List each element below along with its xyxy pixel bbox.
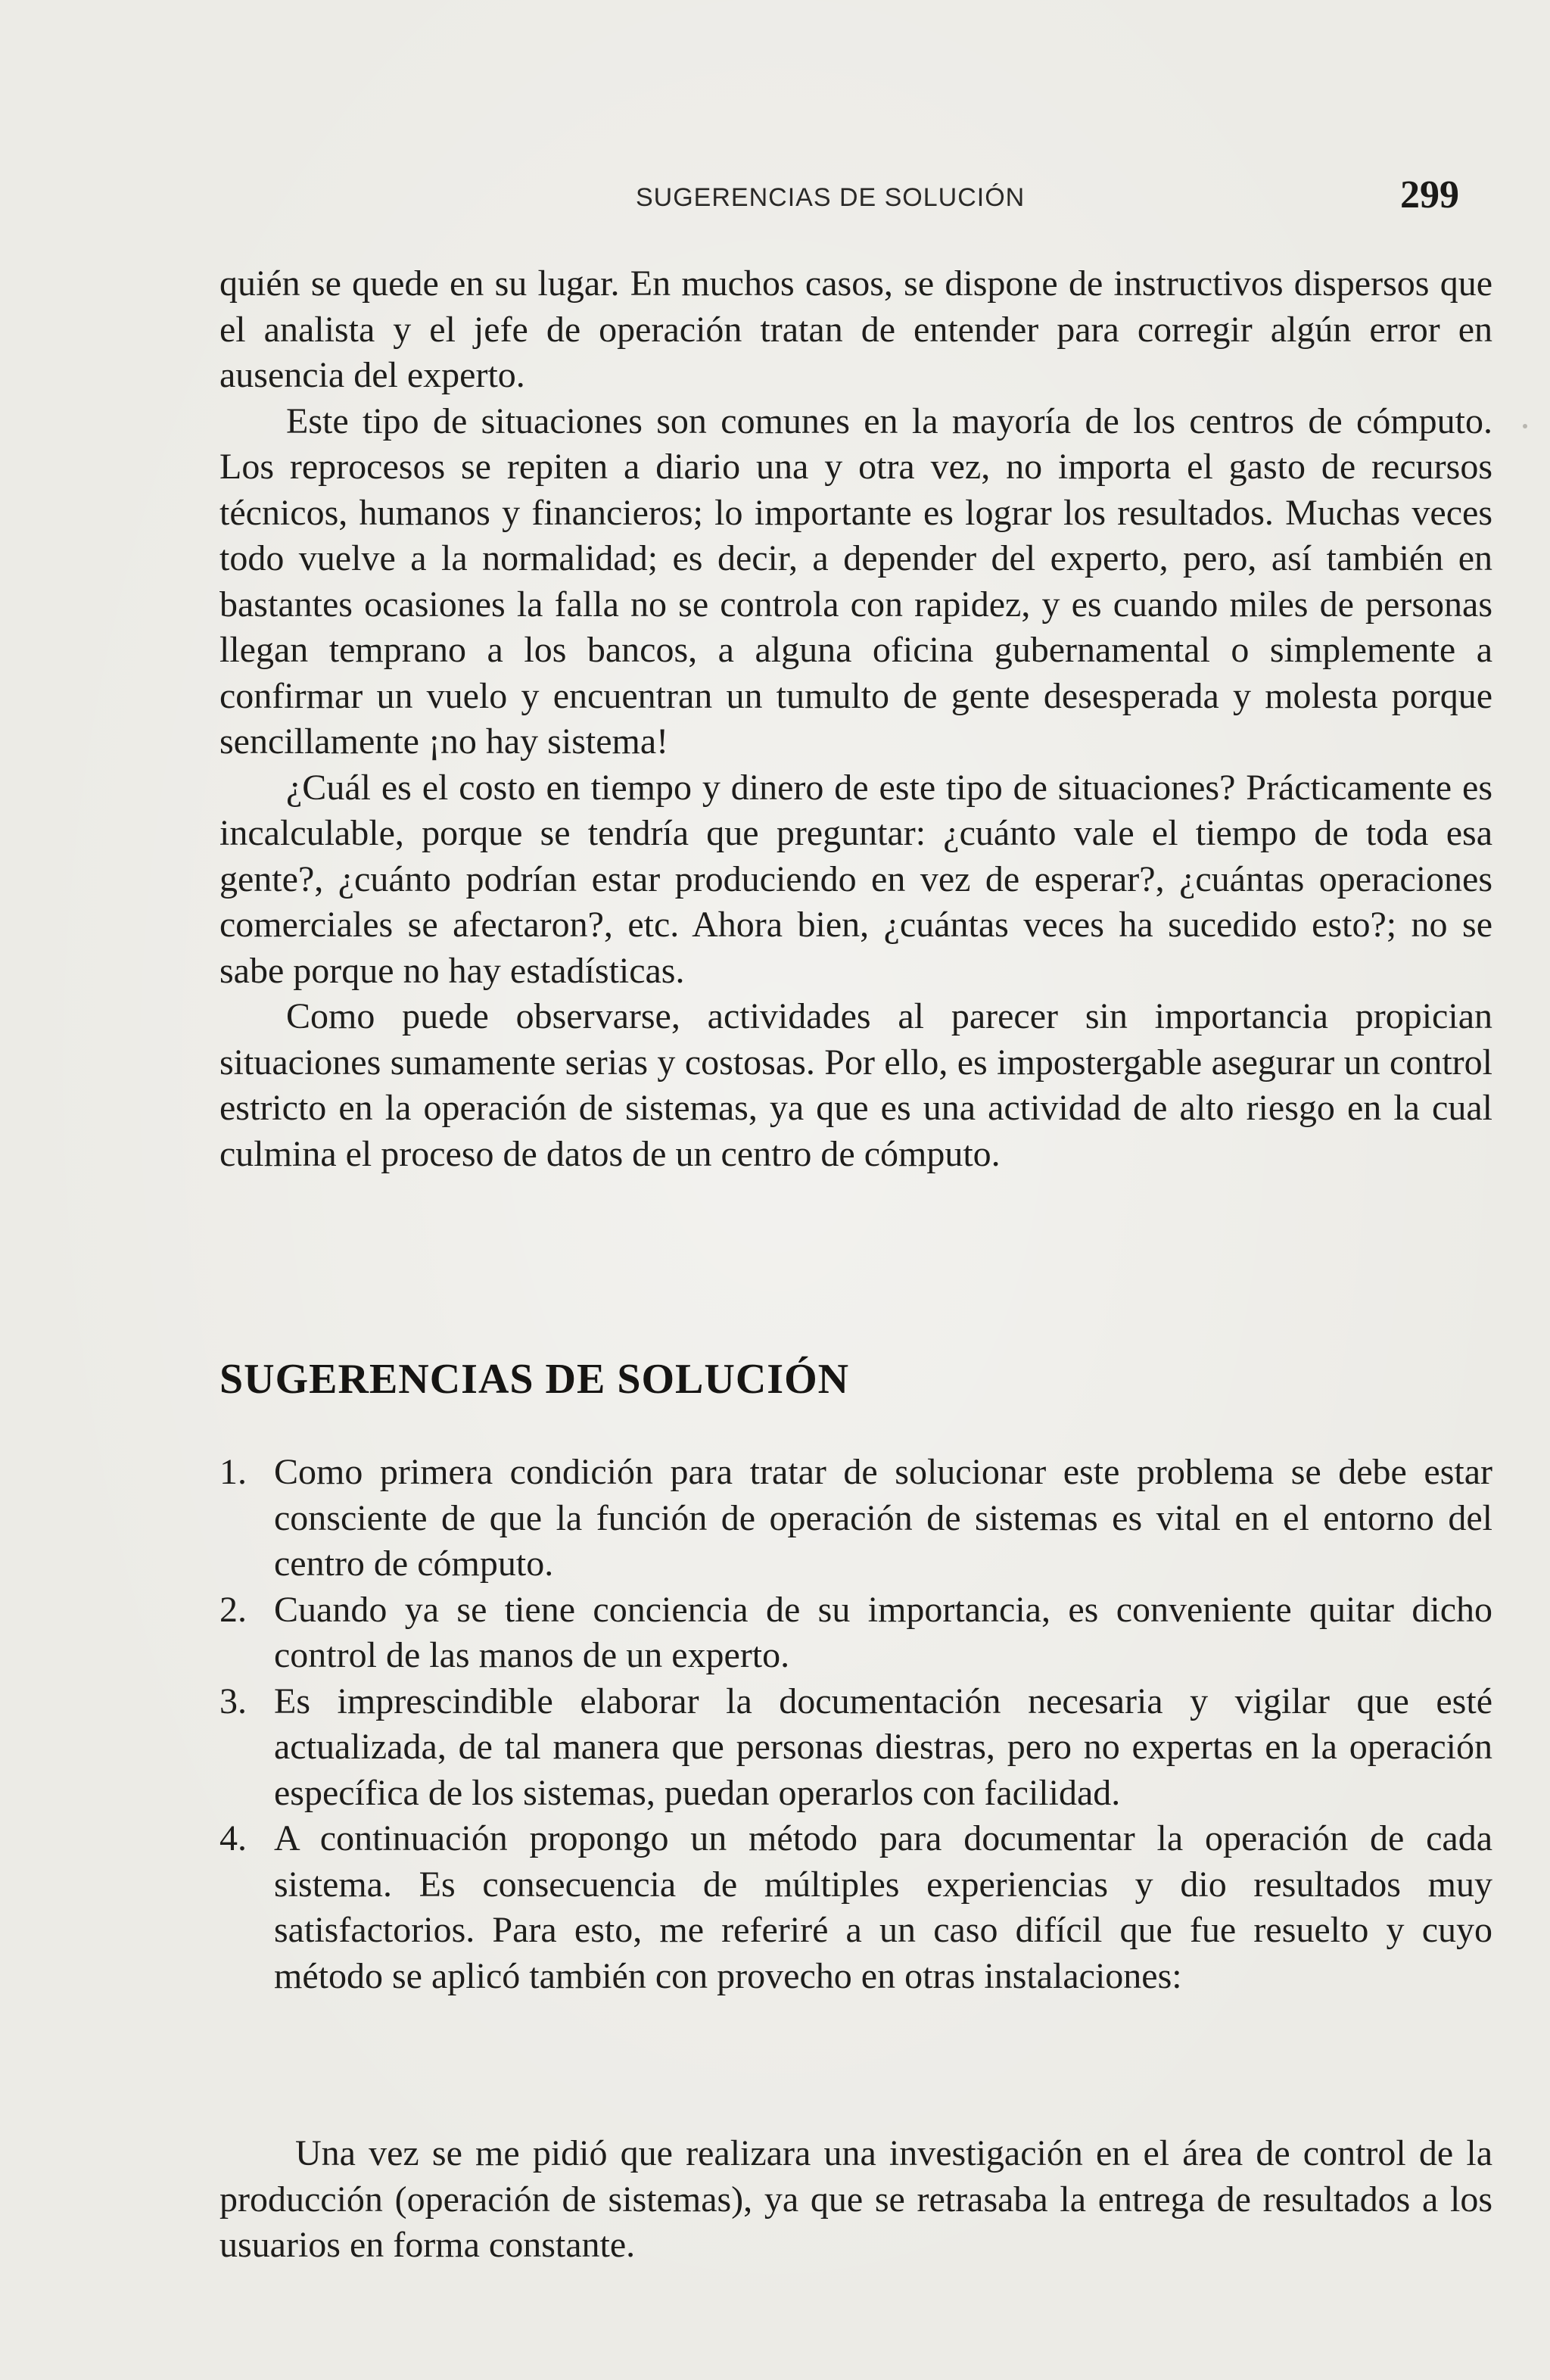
list-item-text: Es imprescindible elaborar la documentación necesaria y vigilar que esté actualizada, de tal manera que personas diestras, pero no expertas en la operación específica de los sistemas, puedan operarlos con facilidad. — [274, 1681, 1492, 1813]
paragraph: quién se quede en su lugar. En muchos casos, se dispone de instructivos dispersos que el analista y el jefe de operación tratan de entender para corregir algún error en ausencia del experto. — [219, 263, 1492, 395]
list-item-number: 2. — [219, 1589, 247, 1630]
paragraph: Como puede observarse, actividades al parecer sin importancia propician situaciones sumamente serias y costosas. Por ello, es impostergable asegurar un control estricto en la operación de sistemas, ya que es una actividad de alto riesgo en la cual culmina el proceso de datos de un centro de cómputo. — [219, 996, 1492, 1174]
list-item-number: 1. — [219, 1452, 247, 1492]
list-item-text: A continuación propongo un método para documentar la operación de cada sistema. Es consecuencia de múltiples experiencias y dio resultados muy satisfactorios. Para esto, me referiré a un caso difícil que fue resuelto y cuyo método se aplicó también con provecho en otras instalaciones: — [274, 1818, 1492, 1996]
closing-paragraph: Una vez se me pidió que realizara una investigación en el área de control de la producción (operación de sistemas), ya que se retrasaba la entrega de resultados a los usuarios en forma constante. — [219, 2133, 1492, 2265]
list-item-text: Cuando ya se tiene conciencia de su importancia, es conveniente quitar dicho control de las manos de un experto. — [274, 1589, 1492, 1675]
paper-speck — [1523, 424, 1527, 428]
body-text — [219, 261, 1492, 1177]
list-item — [219, 1450, 1492, 1587]
list-item-text: Como primera condición para tratar de solucionar este problema se debe estar consciente de que la función de operación de sistemas es vital en el entorno del centro de cómputo. — [274, 1452, 1492, 1584]
list-item-number: 4. — [219, 1818, 247, 1858]
list-item — [219, 1587, 1492, 1679]
list-item — [219, 1679, 1492, 1817]
list-item-number: 3. — [219, 1681, 247, 1721]
suggestions-list — [219, 1450, 1492, 1999]
page-number: 299 — [1400, 173, 1459, 217]
running-head: SUGERENCIAS DE SOLUCIÓN — [636, 183, 1026, 212]
page-header — [219, 173, 1489, 226]
section-title: SUGERENCIAS DE SOLUCIÓN — [219, 1356, 850, 1403]
list-item — [219, 1816, 1492, 1999]
paragraph: Este tipo de situaciones son comunes en la mayoría de los centros de cómputo. Los reprocesos se repiten a diario una y otra vez, no importa el gasto de recursos técnicos, humanos y financieros; lo importante es lograr los resultados. Muchas veces todo vuelve a la normalidad; es decir, a depender del experto, pero, así también en bastantes ocasiones la falla no se controla con rapidez, y es cuando miles de personas llegan temprano a los bancos, a alguna oficina gubernamental o simplemente a confirmar un vuelo y encuentran un tumulto de gente desesperada y molesta porque sencillamente ¡no hay sistema! — [219, 400, 1492, 762]
paragraph: ¿Cuál es el costo en tiempo y dinero de este tipo de situaciones? Prácticamente es incalculable, porque se tendría que preguntar: ¿cuánto vale el tiempo de toda esa gente?, ¿cuánto podrían estar produciendo en vez de esperar?, ¿cuántas operaciones comerciales se afectaron?, etc. Ahora bien, ¿cuántas veces ha sucedido esto?; no se sabe porque no hay estadísticas. — [219, 767, 1492, 991]
